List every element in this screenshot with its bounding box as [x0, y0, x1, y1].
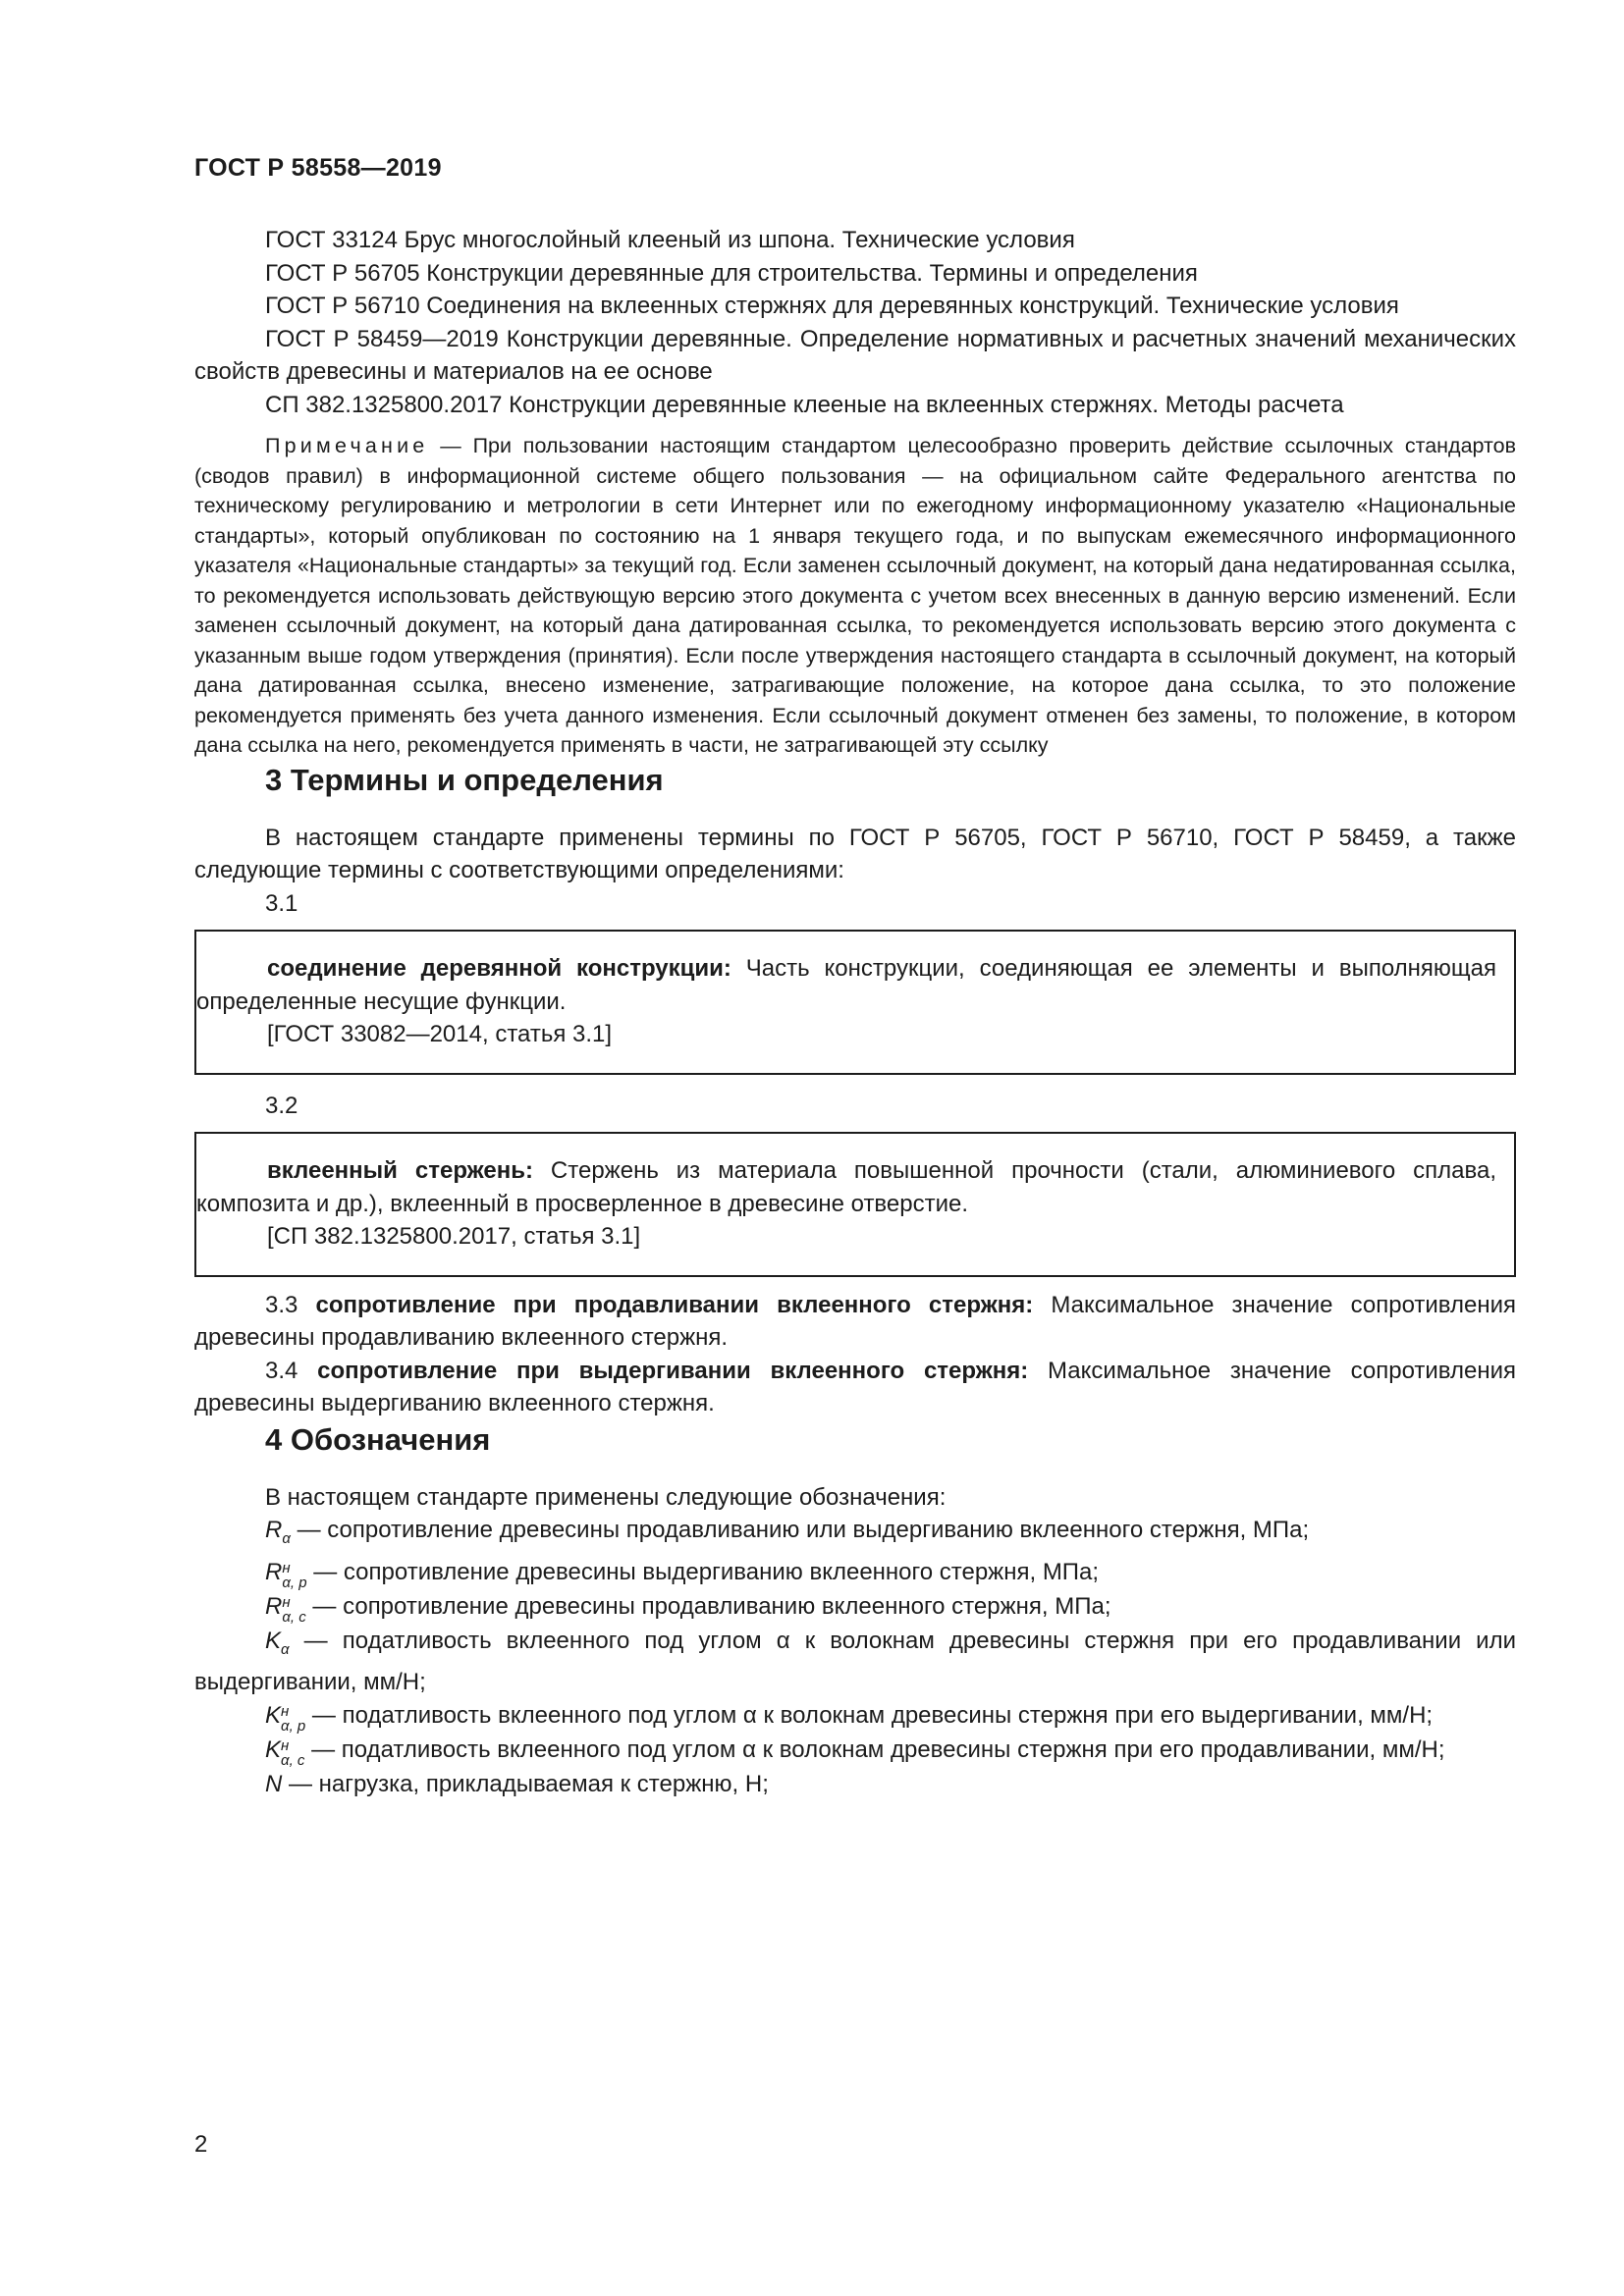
- symbol-text: — податливость вклеенного под углом α к волокнам древесины стержня при его выдергивании, мм/Н;: [305, 1701, 1434, 1729]
- symbol-superscript: н: [281, 1702, 290, 1720]
- symbol-indices: [282, 1595, 305, 1625]
- normative-reference: ГОСТ Р 56705 Конструкции деревянные для строительства. Термины и определения: [265, 259, 1198, 287]
- section-3-intro: В настоящем стандарте применены термины по ГОСТ Р 56705, ГОСТ Р 56710, ГОСТ Р 58459, а также следующие термины с соответствующими определениями:: [194, 824, 1516, 883]
- term-definition: Максимальное значение сопротивления древесины продавливанию вклеенного стержня.: [194, 1291, 1516, 1351]
- symbol-base: R: [265, 1592, 283, 1620]
- symbol-subscript: α, p: [281, 1717, 306, 1735]
- term-entry: [196, 1154, 1496, 1220]
- symbol-definition: [194, 1556, 1516, 1590]
- symbol-indices: [281, 1738, 304, 1768]
- symbol-text: — податливость вклеенного под углом α к волокнам древесины стержня при его продавливании или выдергивании, мм/Н;: [194, 1627, 1516, 1695]
- term-number: 3.3: [265, 1291, 298, 1318]
- symbol-subscript: α: [281, 1640, 290, 1658]
- symbol-text: — податливость вклеенного под углом α к волокнам древесины стержня при его продавливании, мм/Н;: [304, 1735, 1445, 1763]
- term-source: [ГОСТ 33082—2014, статья 3.1]: [267, 1021, 613, 1047]
- term-definition: Часть конструкции, соединяющая ее элементы и выполняющая определенные несущие функции.: [196, 955, 1497, 1015]
- symbol-definition: [194, 1590, 1516, 1625]
- symbol-definition: [194, 1625, 1516, 1699]
- term-definition-box: [194, 930, 1516, 1075]
- normative-reference: СП 382.1325800.2017 Конструкции деревянные клееные на вклеенных стержнях. Методы расчета: [265, 391, 1344, 418]
- symbol-superscript: н: [281, 1736, 290, 1754]
- symbol-definition: [194, 1768, 1516, 1801]
- symbol-subscript: α, c: [282, 1608, 306, 1626]
- note-text: — При пользовании настоящим стандартом целесообразно проверить действие ссылочных стандартов (сводов правил) в информационной системе общего пользования — на официальном сайте Федерального агентства по техническому регулированию и метрологии в сети Интернет или по ежегодному информационному указателю «Национальные стандарты», который опубликован по состоянию на 1 января текущего года, и по выпускам ежемесячного информационного указателя «Национальные стандарты» за текущий год. Если заменен ссылочный документ, на который дана недатированная ссылка, то рекомендуется использовать действующую версию этого документа с учетом всех внесенных в данную версию изменений. Если заменен ссылочный документ, на который дана датированная ссылка, то рекомендуется использовать версию этого документа с указанным выше годом утверждения (принятия). Если после утверждения настоящего стандарта в ссылочный документ, на который дана датированная ссылка, внесено изменение, затрагивающие положение, на которое дана ссылка, то это положение рекомендуется применять без учета данного изменения. Если ссылочный документ отменен без замены, то положение, в котором дана ссылка на него, рекомендуется применять в части, не затрагивающей эту ссылку: [194, 434, 1516, 757]
- term-name: сопротивление при продавливании вклеенного стержня:: [315, 1291, 1034, 1318]
- term-entry: [196, 952, 1496, 1018]
- reference-note: [194, 431, 1516, 761]
- symbol-indices: [281, 1704, 305, 1734]
- term-definition: Максимальное значение сопротивления древесины выдергиванию вклеенного стержня.: [194, 1357, 1517, 1416]
- symbol-text: — сопротивление древесины продавливанию или выдергиванию вклеенного стержня, МПа;: [290, 1517, 1310, 1543]
- term-name: вклеенный стержень:: [267, 1157, 533, 1184]
- term-definition: Стержень из материала повышенной прочности (стали, алюминиевого сплава, композита и др.), вклеенный в просверленное в древесине отверстие.: [196, 1157, 1496, 1217]
- symbol-definition: [194, 1734, 1516, 1768]
- term-number: 3.2: [265, 1092, 298, 1119]
- symbol-superscript: н: [282, 1593, 291, 1611]
- symbol-definition: [194, 1699, 1516, 1734]
- normative-reference: ГОСТ Р 56710 Соединения на вклеенных стержнях для деревянных конструкций. Технические условия: [265, 293, 1399, 319]
- term-entry: [194, 1289, 1516, 1355]
- section-4-title: 4 Обозначения: [265, 1421, 491, 1457]
- term-number: 3.1: [265, 889, 298, 917]
- symbol-base: K: [265, 1735, 282, 1763]
- symbol-base: N: [265, 1770, 283, 1797]
- section-3-title: 3 Термины и определения: [265, 762, 664, 797]
- note-label: Примечание: [265, 434, 429, 457]
- term-name: соединение деревянной конструкции:: [267, 955, 731, 982]
- symbol-definition: [194, 1514, 1516, 1556]
- symbol-base: K: [265, 1627, 282, 1654]
- term-source: [СП 382.1325800.2017, статья 3.1]: [267, 1223, 641, 1250]
- symbol-indices: [282, 1561, 306, 1590]
- symbol-subscript: α: [282, 1530, 291, 1547]
- term-number: 3.4: [265, 1357, 298, 1384]
- term-definition-box: [194, 1132, 1516, 1277]
- document-header: ГОСТ Р 58558—2019: [194, 154, 442, 182]
- normative-reference: ГОСТ 33124 Брус многослойный клееный из шпона. Технические условия: [265, 227, 1075, 253]
- term-name: сопротивление при выдергивании вклеенного стержня:: [317, 1357, 1029, 1384]
- page-number: 2: [194, 2131, 208, 2158]
- symbol-base: R: [265, 1558, 283, 1585]
- symbol-text: — сопротивление древесины выдергиванию вклеенного стержня, МПа;: [306, 1558, 1100, 1585]
- term-entry: [194, 1355, 1516, 1420]
- symbol-base: R: [265, 1517, 283, 1543]
- symbol-subscript: α, c: [281, 1751, 305, 1769]
- normative-reference: ГОСТ Р 58459—2019 Конструкции деревянные. Определение нормативных и расчетных значений механических свойств древесины и материалов на ее основе: [194, 325, 1516, 385]
- symbol-superscript: н: [282, 1559, 291, 1576]
- section-4-intro: В настоящем стандарте применены следующие обозначения:: [265, 1483, 947, 1511]
- symbol-subscript: α, p: [282, 1574, 307, 1591]
- page-content: [194, 224, 1516, 1800]
- symbol-text: — нагрузка, прикладываемая к стержню, Н;: [282, 1770, 769, 1797]
- symbol-base: K: [265, 1701, 282, 1729]
- symbol-text: — сопротивление древесины продавливанию вклеенного стержня, МПа;: [305, 1592, 1111, 1620]
